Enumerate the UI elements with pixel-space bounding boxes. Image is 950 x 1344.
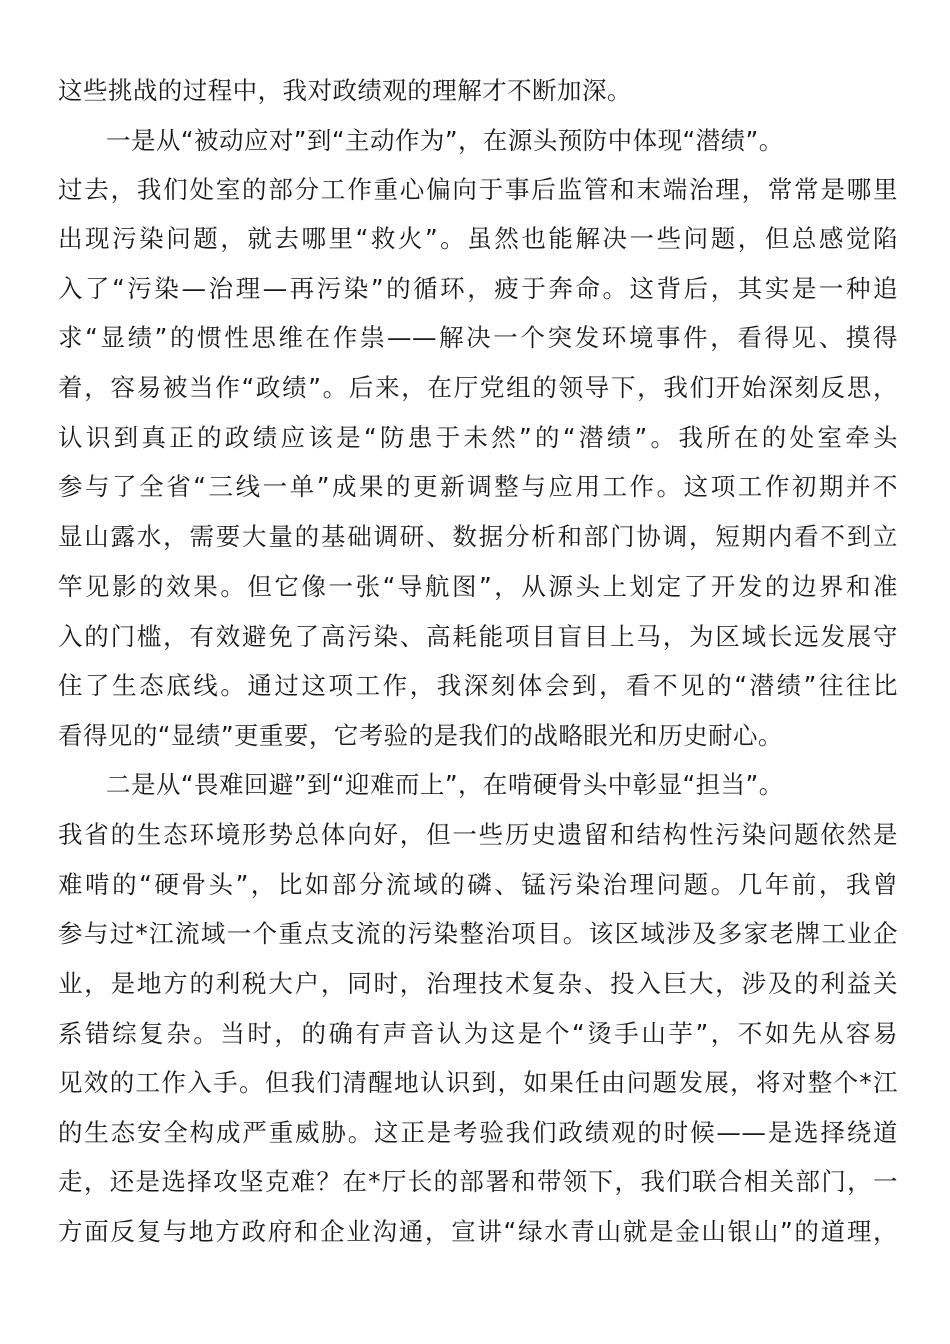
text-line: 过去，我们处室的部分工作重心偏向于事后监管和末端治理，常常是哪里 — [58, 175, 898, 204]
text-line: 见效的工作入手。但我们清醒地认识到，如果任由问题发展，将对整个*江 — [58, 1068, 898, 1097]
text-line: 的生态安全构成严重威胁。这正是考验我们政绩观的时候——是选择绕道 — [58, 1118, 898, 1147]
text-line: 着，容易被当作“政绩”。后来，在厅党组的领导下，我们开始深刻反思， — [58, 373, 898, 402]
text-line: 住了生态底线。通过这项工作，我深刻体会到，看不见的“潜绩”往往比 — [58, 671, 898, 700]
text-line: 这些挑战的过程中，我对政绩观的理解才不断加深。 — [58, 76, 632, 105]
text-line: 走，还是选择攻坚克难？在*厅长的部署和带领下，我们联合相关部门，一 — [58, 1167, 898, 1196]
text-line: 方面反复与地方政府和企业沟通，宣讲“绿水青山就是金山银山”的道理， — [58, 1217, 898, 1246]
text-line: 入了“污染—治理—再污染”的循环，疲于奔命。这背后，其实是一种追 — [58, 274, 898, 303]
text-line: 难啃的“硬骨头”，比如部分流域的磷、锰污染治理问题。几年前，我曾 — [58, 870, 898, 899]
text-line: 参与了全省“三线一单”成果的更新调整与应用工作。这项工作初期并不 — [58, 472, 898, 501]
text-line: 出现污染问题，就去哪里“救火”。虽然也能解决一些问题，但总感觉陷 — [58, 224, 898, 253]
text-line: 参与过*江流域一个重点支流的污染整治项目。该区域涉及多家老牌工业企 — [58, 919, 898, 948]
text-line: 求“显绩”的惯性思维在作祟——解决一个突发环境事件，看得见、摸得 — [58, 323, 898, 352]
text-line: 入的门槛，有效避免了高污染、高耗能项目盲目上马，为区域长远发展守 — [58, 622, 898, 651]
paragraph-heading-2: 二是从“畏难回避”到“迎难而上”，在啃硬骨头中彰显“担当”。 — [106, 770, 784, 799]
paragraph-heading-1: 一是从“被动应对”到“主动作为”，在源头预防中体现“潜绩”。 — [106, 126, 784, 155]
text-line: 显山露水，需要大量的基础调研、数据分析和部门协调，短期内看不到立 — [58, 522, 898, 551]
text-line: 看得见的“显绩”更重要，它考验的是我们的战略眼光和历史耐心。 — [58, 721, 783, 750]
text-line: 业，是地方的利税大户，同时，治理技术复杂、投入巨大，涉及的利益关 — [58, 969, 898, 998]
text-line: 认识到真正的政绩应该是“防患于未然”的“潜绩”。我所在的处室牵头 — [58, 423, 898, 452]
text-line: 竿见影的效果。但它像一张“导航图”，从源头上划定了开发的边界和准 — [58, 572, 898, 601]
text-line: 系错综复杂。当时，的确有声音认为这是个“烫手山芋”，不如先从容易 — [58, 1019, 898, 1048]
text-line: 我省的生态环境形势总体向好，但一些历史遗留和结构性污染问题依然是 — [58, 820, 898, 849]
